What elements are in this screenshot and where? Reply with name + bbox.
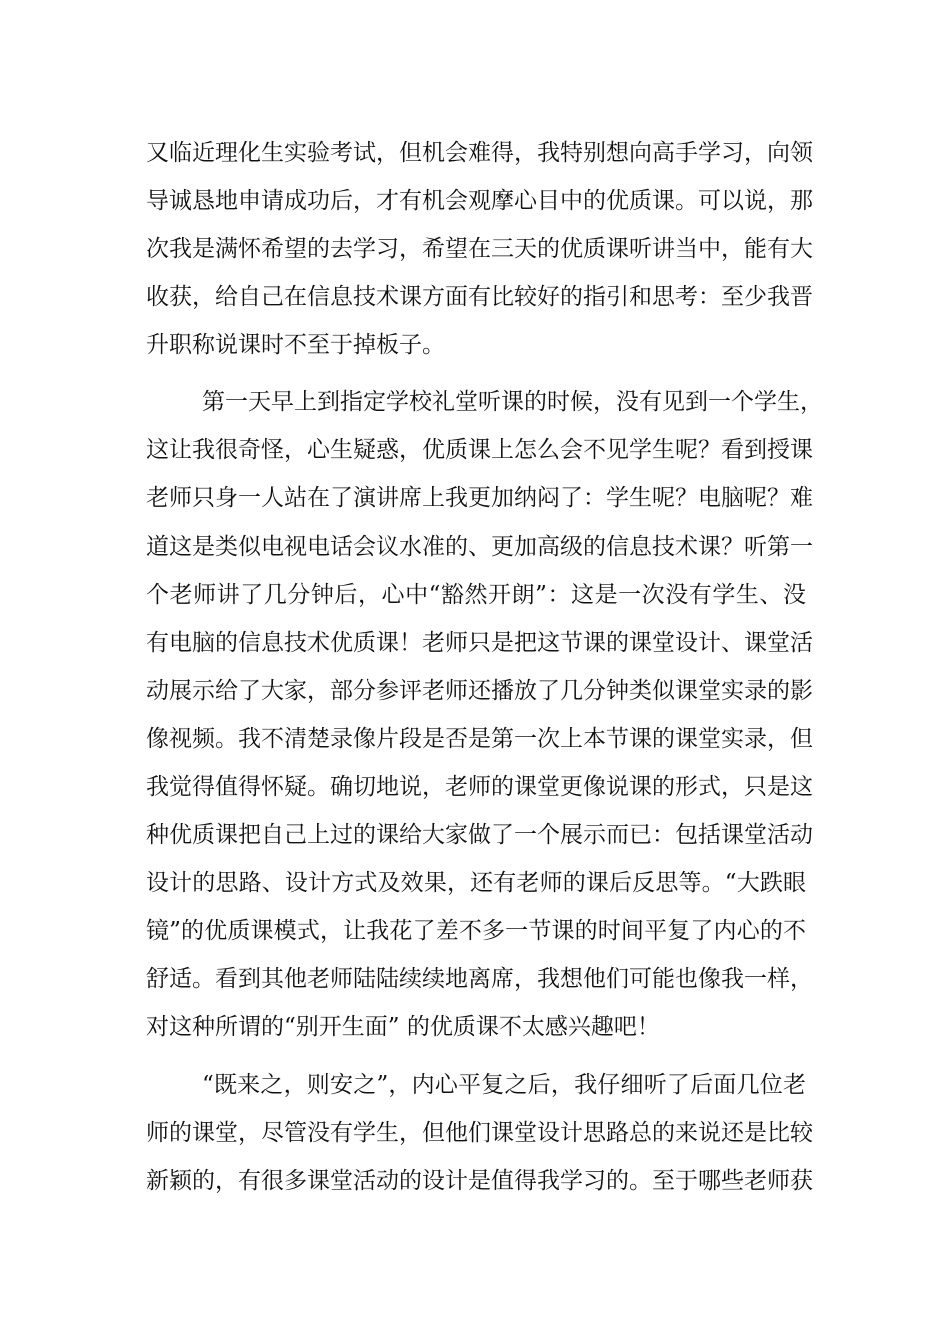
paragraph-2-line-3: 老师只身一人站在了演讲席上我更加纳闷了：学生呢？电脑呢？难 [146, 485, 813, 511]
paragraph-2-line-9: 我觉得值得怀疑。确切地说，老师的课堂更像说课的形式，只是这 [146, 774, 813, 800]
paragraph-3-line-3: 新颖的，有很多课堂活动的设计是值得我学习的。至于哪些老师获 [146, 1168, 813, 1194]
paragraph-2-line-1: 第一天早上到指定学校礼堂听课的时候，没有见到一个学生， [202, 389, 823, 415]
paragraph-1-line-1: 又临近理化生实验考试，但机会难得，我特别想向高手学习，向领 [146, 140, 813, 166]
paragraph-1-line-2: 导诚恳地申请成功后，才有机会观摩心目中的优质课。可以说，那 [146, 188, 813, 214]
paragraph-3-line-1: “既来之，则安之”，内心平复之后，我仔细听了后面几位老 [202, 1072, 806, 1098]
paragraph-2-line-7: 动展示给了大家，部分参评老师还播放了几分钟类似课堂实录的影 [146, 678, 813, 704]
paragraph-2-line-5: 个老师讲了几分钟后，心中“豁然开朗”：这是一次没有学生、没 [146, 582, 806, 608]
paragraph-3-line-2: 师的课堂，尽管没有学生，但他们课堂设计思路总的来说还是比较 [146, 1120, 813, 1146]
paragraph-2-line-13: 舒适。看到其他老师陆陆续续地离席，我想他们可能也像我一样， [146, 966, 813, 992]
paragraph-2-line-11: 设计的思路、设计方式及效果，还有老师的课后反思等。“大跌眼 [146, 870, 806, 896]
paragraph-2-line-2: 这让我很奇怪，心生疑惑，优质课上怎么会不见学生呢？看到授课 [146, 437, 813, 463]
paragraph-2-line-8: 像视频。我不清楚录像片段是否是第一次上本节课的课堂实录，但 [146, 726, 813, 752]
paragraph-2-line-12: 镜”的优质课模式，让我花了差不多一节课的时间平复了内心的不 [146, 918, 806, 944]
paragraph-2-line-10: 种优质课把自己上过的课给大家做了一个展示而已：包括课堂活动 [146, 822, 813, 848]
paragraph-2-line-14: 对这种所谓的“别开生面” 的优质课不太感兴趣吧！ [146, 1014, 660, 1040]
paragraph-1-line-5: 升职称说课时不至于掉板子。 [146, 332, 445, 358]
paragraph-1-line-4: 收获，给自己在信息技术课方面有比较好的指引和思考：至少我晋 [146, 284, 813, 310]
paragraph-2-line-6: 有电脑的信息技术优质课！老师只是把这节课的课堂设计、课堂活 [146, 630, 813, 656]
paragraph-2-line-4: 道这是类似电视电话会议水准的、更加高级的信息技术课？听第一 [146, 534, 813, 560]
paragraph-1-line-3: 次我是满怀希望的去学习，希望在三天的优质课听讲当中，能有大 [146, 236, 813, 262]
